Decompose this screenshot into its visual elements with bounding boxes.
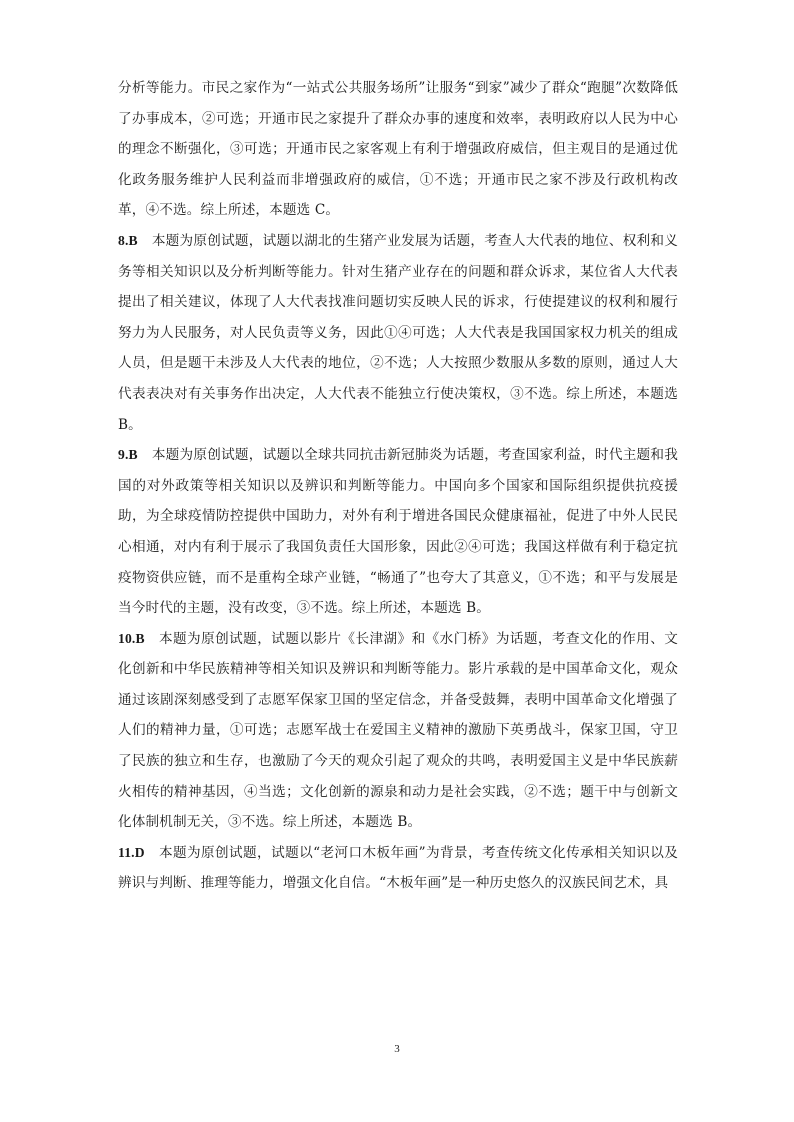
answer-label: 10.B xyxy=(118,630,145,646)
answer-label: 8.B xyxy=(118,232,138,248)
answer-item-11 xyxy=(118,838,678,899)
continuation-paragraph: 分析等能力。市民之家作为“一站式公共服务场所”让服务“到家”减少了群众“跑腿”次数降低了办事成本，②可选；开通市民之家提升了群众办事的速度和效率，表明政府以人民为中心的理念不断强化，③可选；开通市民之家客观上有利于增强政府威信，但主观目的是通过优化政务服务维护人民利益而非增强政府的威信，①不选；开通市民之家不涉及行政机构改革，④不选。综上所述，本题选 C。 xyxy=(118,80,678,219)
answer-item-10 xyxy=(118,624,678,838)
answer-item-8 xyxy=(118,226,678,440)
answer-label: 11.D xyxy=(118,844,145,860)
answer-label: 9.B xyxy=(118,447,138,463)
answer-explanation: 本题为原创试题，试题以影片《长津湖》和《水门桥》为话题，考查文化的作用、文化创新和中华民族精神等相关知识及辨识和判断等能力。影片承载的是中国革命文化，观众通过该剧深刻感受到了志愿军保家卫国的坚定信念，并备受鼓舞，表明中国革命文化增强了人们的精神力量，①可选；志愿军战士在爱国主义精神的激励下英勇战斗，保家卫国，守卫了民族的独立和生存，也激励了今天的观众引起了观众的共鸣，表明爱国主义是中华民族薪火相传的精神基因，④当选；文化创新的源泉和动力是社会实践，②不选；题干中与创新文化体制机制无关，③不选。综上所述，本题选 B。 xyxy=(118,630,678,831)
document-body xyxy=(118,73,678,899)
answer-explanation: 本题为原创试题，试题以湖北的生猪产业发展为话题，考查人大代表的地位、权利和义务等相关知识以及分析判断等能力。针对生猪产业存在的问题和群众诉求，某位省人大代表提出了相关建议，体现了人大代表找准问题切实反映人民的诉求，行使提建议的权利和履行努力为人民服务，对人民负责等义务，因此①④可选；人大代表是我国国家权力机关的组成人员，但是题干未涉及人大代表的地位，②不选；人大按照少数服从多数的原则，通过人大代表表决对有关事务作出决定，人大代表不能独立行使决策权，③不选。综上所述，本题选 B。 xyxy=(118,232,678,433)
answer-item-9 xyxy=(118,440,678,624)
answer-explanation: 本题为原创试题，试题以全球共同抗击新冠肺炎为话题，考查国家利益，时代主题和我国的对外政策等相关知识以及辨识和判断等能力。中国向多个国家和国际组织提供抗疫援助，为全球疫情防控提供中国助力，对外有利于增进各国民众健康福祉，促进了中外人民民心相通，对内有利于展示了我国负责任大国形象，因此②④可选；我国这样做有利于稳定抗疫物资供应链，而不是重构全球产业链，“畅通了”也夸大了其意义，①不选；和平与发展是当今时代的主题，没有改变，③不选。综上所述，本题选 B。 xyxy=(118,447,678,617)
page-number: 3 xyxy=(394,1043,400,1055)
answer-explanation: 本题为原创试题，试题以“老河口木板年画”为背景，考查传统文化传承相关知识以及辨识与判断、推理等能力，增强文化自信。“木板年画”是一种历史悠久的汉族民间艺术，具 xyxy=(118,844,678,892)
